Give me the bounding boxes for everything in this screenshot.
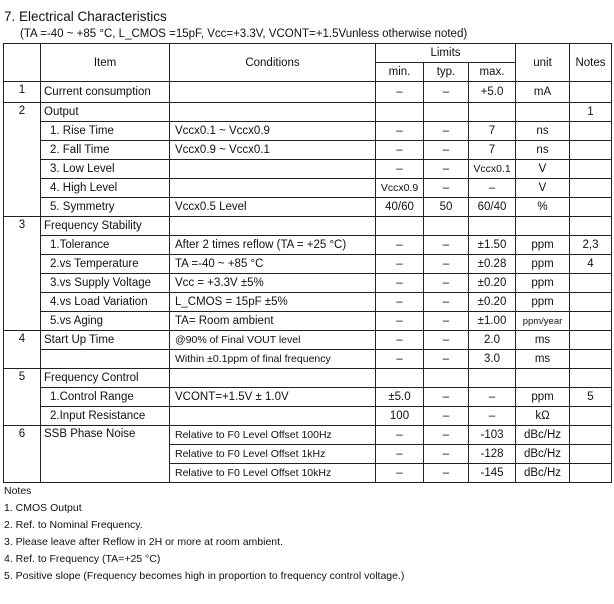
notes-cell: 4 <box>570 255 612 274</box>
section-subtitle: (TA =-40 ~ +85 °C, L_CMOS =15pF, Vcc=+3.3V, VCONT=+1.5Vunless otherwise noted) <box>20 28 468 40</box>
unit-cell: kΩ <box>516 407 570 426</box>
unit-cell <box>516 369 570 388</box>
min-cell: – <box>376 274 424 293</box>
unit-cell: ppm <box>516 388 570 407</box>
conditions-cell: Vccx0.5 Level <box>170 198 376 217</box>
header-max: max. <box>469 63 516 82</box>
typ-cell <box>424 217 469 236</box>
typ-cell: – <box>424 141 469 160</box>
unit-cell: % <box>516 198 570 217</box>
conditions-cell <box>170 82 376 103</box>
unit-cell: ppm <box>516 236 570 255</box>
min-cell <box>376 103 424 122</box>
typ-cell: – <box>424 426 469 445</box>
table-row <box>4 255 612 274</box>
item-cell: 5.vs Aging <box>41 312 170 331</box>
conditions-cell: TA =-40 ~ +85 °C <box>170 255 376 274</box>
row-number-cell: 6 <box>4 426 41 483</box>
notes-cell <box>570 331 612 350</box>
table-row <box>4 122 612 141</box>
typ-cell: – <box>424 274 469 293</box>
table-row <box>4 236 612 255</box>
table-row <box>4 198 612 217</box>
typ-cell: – <box>424 255 469 274</box>
notes-cell <box>570 179 612 198</box>
item-cell <box>41 350 170 369</box>
unit-cell: ppm <box>516 274 570 293</box>
conditions-cell <box>170 179 376 198</box>
typ-cell: – <box>424 293 469 312</box>
item-cell: 2.vs Temperature <box>41 255 170 274</box>
section-title: 7. Electrical Characteristics <box>4 9 167 24</box>
note-item: 2. Ref. to Nominal Frequency. <box>4 519 143 531</box>
min-cell: – <box>376 293 424 312</box>
unit-cell: ppm <box>516 255 570 274</box>
min-cell: – <box>376 331 424 350</box>
min-cell: – <box>376 426 424 445</box>
notes-cell <box>570 464 612 483</box>
note-item: 1. CMOS Output <box>4 502 82 514</box>
typ-cell: – <box>424 82 469 103</box>
max-cell: 2.0 <box>469 331 516 350</box>
conditions-cell: Vccx0.9 ~ Vccx0.1 <box>170 141 376 160</box>
min-cell: – <box>376 350 424 369</box>
notes-cell <box>570 350 612 369</box>
item-cell: 1. Rise Time <box>41 122 170 141</box>
min-cell: 100 <box>376 407 424 426</box>
max-cell: ±0.20 <box>469 274 516 293</box>
typ-cell: – <box>424 236 469 255</box>
unit-cell: ms <box>516 331 570 350</box>
min-cell: – <box>376 255 424 274</box>
row-number-cell: 2 <box>4 103 41 217</box>
notes-cell: 5 <box>570 388 612 407</box>
notes-cell <box>570 160 612 179</box>
item-cell: 2.Input Resistance <box>41 407 170 426</box>
typ-cell <box>424 103 469 122</box>
note-item: 3. Please leave after Reflow in 2H or more at room ambient. <box>4 536 283 548</box>
min-cell: – <box>376 236 424 255</box>
row-number-cell: 3 <box>4 217 41 331</box>
note-item: 4. Ref. to Frequency (TA=+25 °C) <box>4 553 161 565</box>
typ-cell: – <box>424 122 469 141</box>
table-row <box>4 103 612 122</box>
electrical-characteristics-table <box>3 43 612 483</box>
table-row <box>4 217 612 236</box>
conditions-cell: Vccx0.1 ~ Vccx0.9 <box>170 122 376 141</box>
item-cell: 4.vs Load Variation <box>41 293 170 312</box>
notes-heading: Notes <box>4 485 32 497</box>
item-cell: Output <box>41 103 170 122</box>
item-cell: Start Up Time <box>41 331 170 350</box>
notes-cell <box>570 407 612 426</box>
max-cell: -103 <box>469 426 516 445</box>
notes-cell <box>570 217 612 236</box>
notes-cell <box>570 445 612 464</box>
typ-cell: – <box>424 464 469 483</box>
item-cell: Frequency Stability <box>41 217 170 236</box>
header-conditions: Conditions <box>170 44 376 82</box>
notes-cell <box>570 122 612 141</box>
max-cell: ±1.50 <box>469 236 516 255</box>
table-row <box>4 179 612 198</box>
conditions-cell <box>170 103 376 122</box>
max-cell: 7 <box>469 141 516 160</box>
typ-cell: – <box>424 445 469 464</box>
max-cell <box>469 103 516 122</box>
min-cell: Vccx0.9 <box>376 179 424 198</box>
max-cell: 60/40 <box>469 198 516 217</box>
table-row <box>4 350 612 369</box>
typ-cell: – <box>424 160 469 179</box>
unit-cell: dBc/Hz <box>516 426 570 445</box>
item-cell: 5. Symmetry <box>41 198 170 217</box>
max-cell: 7 <box>469 122 516 141</box>
header-limits: Limits <box>376 44 516 63</box>
item-cell: SSB Phase Noise <box>41 426 170 483</box>
header-min: min. <box>376 63 424 82</box>
notes-cell <box>570 312 612 331</box>
max-cell: +5.0 <box>469 82 516 103</box>
typ-cell: 50 <box>424 198 469 217</box>
min-cell: – <box>376 464 424 483</box>
table-row <box>4 274 612 293</box>
typ-cell: – <box>424 388 469 407</box>
notes-cell <box>570 369 612 388</box>
min-cell: ±5.0 <box>376 388 424 407</box>
unit-cell: ppm/year <box>516 312 570 331</box>
min-cell: – <box>376 445 424 464</box>
conditions-cell <box>170 369 376 388</box>
conditions-cell: Relative to F0 Level Offset 10kHz <box>170 464 376 483</box>
typ-cell <box>424 369 469 388</box>
max-cell: ±0.20 <box>469 293 516 312</box>
unit-cell <box>516 217 570 236</box>
min-cell: – <box>376 141 424 160</box>
unit-cell: ns <box>516 141 570 160</box>
min-cell: – <box>376 122 424 141</box>
max-cell: -145 <box>469 464 516 483</box>
table-row <box>4 388 612 407</box>
item-cell: Current consumption <box>41 82 170 103</box>
notes-section <box>4 483 404 585</box>
min-cell <box>376 217 424 236</box>
max-cell: Vccx0.1 <box>469 160 516 179</box>
item-cell: 4. High Level <box>41 179 170 198</box>
item-cell: 3. Low Level <box>41 160 170 179</box>
min-cell <box>376 369 424 388</box>
table-row <box>4 82 612 103</box>
item-cell: 2. Fall Time <box>41 141 170 160</box>
table-row <box>4 331 612 350</box>
conditions-cell: Vcc = +3.3V ±5% <box>170 274 376 293</box>
unit-cell: dBc/Hz <box>516 464 570 483</box>
notes-cell: 1 <box>570 103 612 122</box>
max-cell: 3.0 <box>469 350 516 369</box>
max-cell: -128 <box>469 445 516 464</box>
row-number-cell: 5 <box>4 369 41 426</box>
unit-cell <box>516 103 570 122</box>
note-item: 5. Positive slope (Frequency becomes high in proportion to frequency control voltage.) <box>4 570 405 582</box>
header-notes: Notes <box>570 44 612 82</box>
conditions-cell: Relative to F0 Level Offset 100Hz <box>170 426 376 445</box>
min-cell: – <box>376 160 424 179</box>
typ-cell: – <box>424 331 469 350</box>
unit-cell: dBc/Hz <box>516 445 570 464</box>
notes-cell <box>570 198 612 217</box>
item-cell: 1.Control Range <box>41 388 170 407</box>
conditions-cell: TA= Room ambient <box>170 312 376 331</box>
row-number-cell: 4 <box>4 331 41 369</box>
table-row <box>4 141 612 160</box>
table-row <box>4 312 612 331</box>
unit-cell: V <box>516 160 570 179</box>
item-cell: Frequency Control <box>41 369 170 388</box>
conditions-cell: @90% of Final VOUT level <box>170 331 376 350</box>
notes-cell <box>570 274 612 293</box>
table-header-row <box>4 44 612 63</box>
min-cell: – <box>376 82 424 103</box>
max-cell: – <box>469 179 516 198</box>
conditions-cell: After 2 times reflow (TA = +25 °C) <box>170 236 376 255</box>
notes-cell <box>570 426 612 445</box>
table-row <box>4 369 612 388</box>
header-typ: typ. <box>424 63 469 82</box>
max-cell: ±0.28 <box>469 255 516 274</box>
unit-cell: ns <box>516 122 570 141</box>
notes-cell: 2,3 <box>570 236 612 255</box>
typ-cell: – <box>424 350 469 369</box>
typ-cell: – <box>424 312 469 331</box>
conditions-cell <box>170 160 376 179</box>
conditions-cell: VCONT=+1.5V ± 1.0V <box>170 388 376 407</box>
notes-cell <box>570 82 612 103</box>
conditions-cell: Relative to F0 Level Offset 1kHz <box>170 445 376 464</box>
table-row <box>4 407 612 426</box>
unit-cell: ppm <box>516 293 570 312</box>
min-cell: 40/60 <box>376 198 424 217</box>
header-unit: unit <box>516 44 570 82</box>
unit-cell: ms <box>516 350 570 369</box>
conditions-cell <box>170 407 376 426</box>
typ-cell: – <box>424 179 469 198</box>
max-cell: ±1.00 <box>469 312 516 331</box>
conditions-cell <box>170 217 376 236</box>
notes-cell <box>570 141 612 160</box>
row-number-cell: 1 <box>4 82 41 103</box>
conditions-cell: Within ±0.1ppm of final frequency <box>170 350 376 369</box>
header-no <box>4 44 41 82</box>
min-cell: – <box>376 312 424 331</box>
max-cell <box>469 217 516 236</box>
unit-cell: V <box>516 179 570 198</box>
table-row <box>4 426 612 445</box>
max-cell: – <box>469 407 516 426</box>
item-cell: 1.Tolerance <box>41 236 170 255</box>
typ-cell: – <box>424 407 469 426</box>
item-cell: 3.vs Supply Voltage <box>41 274 170 293</box>
header-item: Item <box>41 44 170 82</box>
max-cell: – <box>469 388 516 407</box>
max-cell <box>469 369 516 388</box>
unit-cell: mA <box>516 82 570 103</box>
table-row <box>4 160 612 179</box>
notes-cell <box>570 293 612 312</box>
conditions-cell: L_CMOS = 15pF ±5% <box>170 293 376 312</box>
table-row <box>4 293 612 312</box>
